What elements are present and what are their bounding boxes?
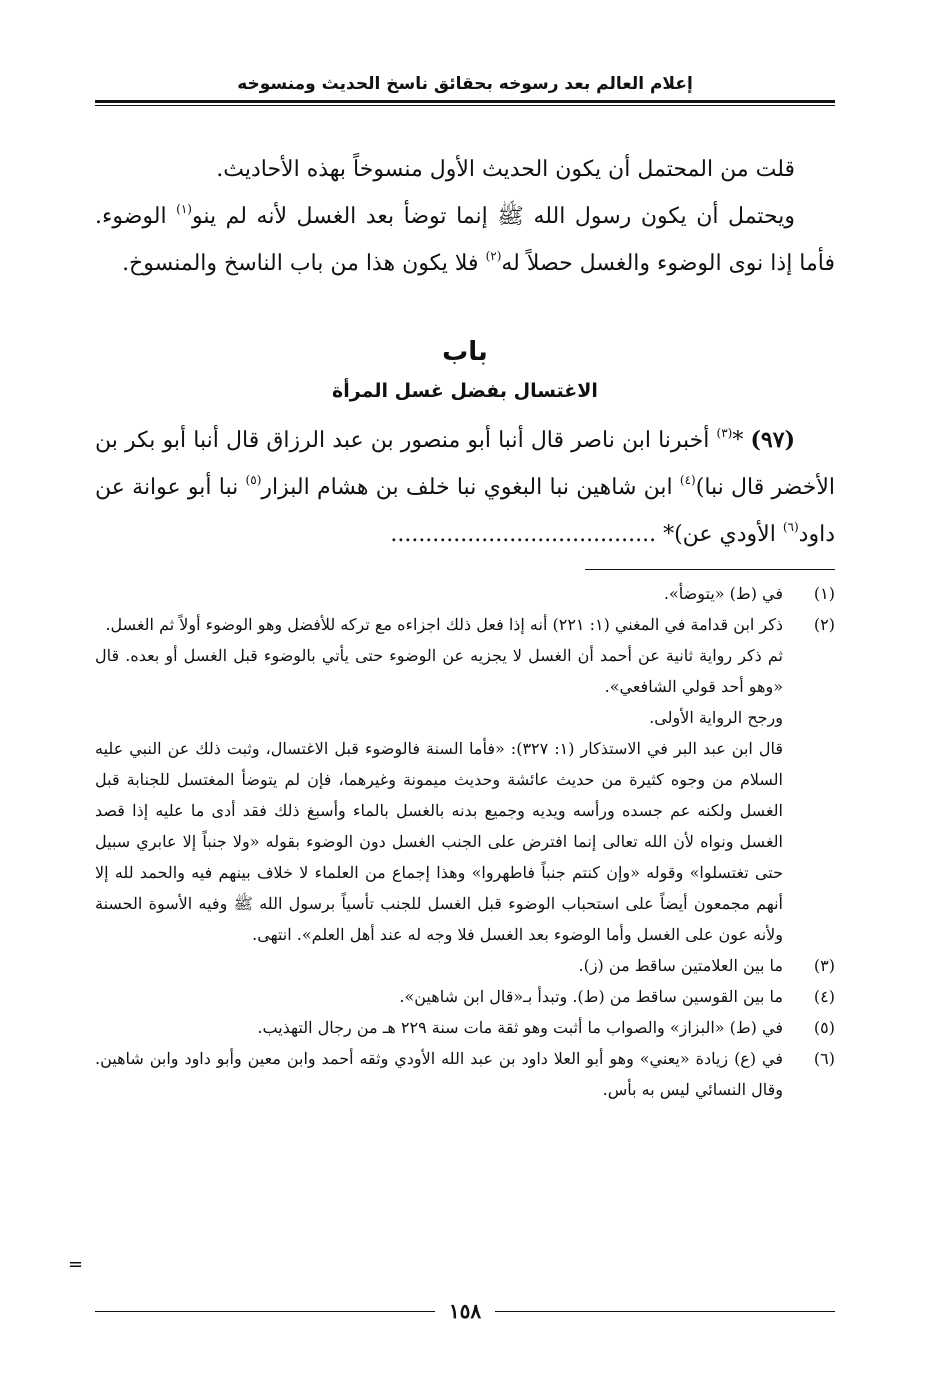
- page-footer: [95, 1296, 835, 1326]
- footnote-ref-4: (٤): [679, 473, 696, 487]
- footnote-text: ورجح الرواية الأولى.: [649, 708, 783, 727]
- footer-rule-left: [95, 1311, 435, 1312]
- footnote-4: [95, 981, 835, 1012]
- hadith-text: [95, 417, 835, 558]
- hadith-part-b: ابن شاهين نبا البغوي نبا خلف بن هشام البزار: [261, 475, 680, 500]
- footnote-number: (٥): [813, 1018, 835, 1037]
- paragraph-2-part-b: الوضوء. فأما إذا نوى الوضوء والغسل حصلاً له: [95, 204, 835, 276]
- hadith-number: (٩٧): [750, 427, 795, 453]
- continuation-mark: =: [68, 1254, 84, 1275]
- footer-rule-right: [495, 1311, 835, 1312]
- running-header: إعلام العالم بعد رسوخه بحقائق ناسخ الحديث ومنسوخه: [237, 74, 693, 94]
- footnote-number: (٣): [813, 956, 835, 975]
- paragraph-1: قلت من المحتمل أن يكون الحديث الأول منسوخاً بهذه الأحاديث.: [216, 157, 795, 182]
- paragraph-2-part-c: فلا يكون هذا من باب الناسخ والمنسوخ.: [122, 251, 486, 276]
- footnote-text: قال ابن عبد البر في الاستذكار (١: ٣٢٧): «فأما السنة فالوضوء قبل الاغتسال، وثبت ذلك عن النبي عليه السلام من وجوه كثيرة من حديث عائشة وحديث ميمونة وغيرهما، فإن لم يتوضأ المغتسل للجنابة قبل الغسل ولكنه عم جسده ورأسه ويديه وجميع بدنه بالغسل بالماء وأسبغ ذلك فقد أدى ما عليه إذا قصد الغسل ونواه لأن الله تعالى إنما افترض على الجنب الغسل دون الوضوء بقوله «ولا جنباً إلا عابري سبيل حتى تغتسلوا» وقوله «وإن كنتم جنباً فاطهروا» وهذا إجماع من العلماء لا خلاف بينهم فيه والحمد لله إلا أنهم مجمعون أيضاً على استحباب الوضوء قبل الغسل للجنب تأسياً برسول الله ﷺ وفيه الأسوة الحسنة ولأنه عون على الغسل وأما الوضوء بعد الغسل فلا وجه له عند أهل العلم». انتهى.: [95, 739, 784, 944]
- footnote-text: في (ط) «البزاز» والصواب ما أثبت وهو ثقة مات سنة ٢٢٩ هـ من رجال التهذيب.: [257, 1018, 783, 1037]
- hadith-part-a: أخبرنا ابن ناصر قال أنبا أبو منصور بن عبد الرزاق قال أنبا أبو بكر بن الأخضر قال نبا): [95, 428, 836, 500]
- footnote-ref-6: (٦): [782, 520, 799, 534]
- footnote-separator: [585, 569, 835, 570]
- footnotes: [95, 578, 835, 1105]
- footnote-ref-1: (١): [176, 202, 192, 216]
- section-label: باب: [442, 337, 488, 367]
- footnote-number: (٤): [813, 987, 835, 1006]
- footnote-1: [95, 578, 835, 609]
- main-text: [95, 146, 835, 287]
- footnote-text: في (ع) زيادة «يعني» وهو أبو العلا داود بن عبد الله الأودي وثقه أحمد وابن معين وأبو داود وابن شاهين. وقال النسائي ليس به بأس.: [95, 1049, 784, 1099]
- footnote-5: [95, 1012, 835, 1043]
- hadith-part-c: نبا أبو عوانة عن داود: [95, 475, 835, 547]
- hadith-paragraph: [95, 417, 835, 558]
- footnote-text: ما بين العلامتين ساقط من (ز).: [578, 956, 783, 975]
- footnote-text: ذكر ابن قدامة في المغني (١: ٢٢١) أنه إذا فعل ذلك اجزاءه مع تركه للأفضل وهو الوضوء أولاً ثم الغسل.: [105, 615, 783, 634]
- footnote-2: [95, 609, 835, 950]
- footnote-text: ما بين القوسين ساقط من (ط). وتبدأ بـ«قال ابن شاهين».: [399, 987, 783, 1006]
- hadith-continuation-dots: ......................................: [390, 522, 664, 547]
- hadith-mark-open: *: [732, 428, 744, 453]
- footnote-6: [95, 1043, 835, 1105]
- hadith-mark-close: *: [663, 522, 675, 547]
- paragraph-2-part-a: ويحتمل أن يكون رسول الله ﷺ إنما توضأ بعد الغسل لأنه لم ينو: [191, 204, 795, 229]
- footnote-number: (٢): [813, 615, 835, 634]
- footnote-ref-2: (٢): [485, 249, 502, 263]
- footnote-ref-5: (٥): [245, 473, 262, 487]
- header-rule: [95, 100, 835, 106]
- page-number: ١٥٨: [448, 1299, 482, 1323]
- footnote-ref-3: (٣): [716, 426, 733, 440]
- footnote-text: ثم ذكر رواية ثانية عن أحمد أن الغسل لا يجزيه عن الوضوء حتى يأتي بالوضوء قبل الغسل أو بعده. قال «وهو أحد قولي الشافعي».: [95, 646, 784, 696]
- footnote-3: [95, 950, 835, 981]
- paragraph-2: [95, 193, 835, 287]
- footnote-text: في (ط) «يتوضأ».: [663, 584, 783, 603]
- footnote-number: (١): [813, 584, 835, 603]
- section-title: الاغتسال بفضل غسل المرأة: [332, 380, 598, 402]
- footnote-number: (٦): [813, 1049, 835, 1068]
- hadith-part-d: الأودي عن): [674, 522, 783, 547]
